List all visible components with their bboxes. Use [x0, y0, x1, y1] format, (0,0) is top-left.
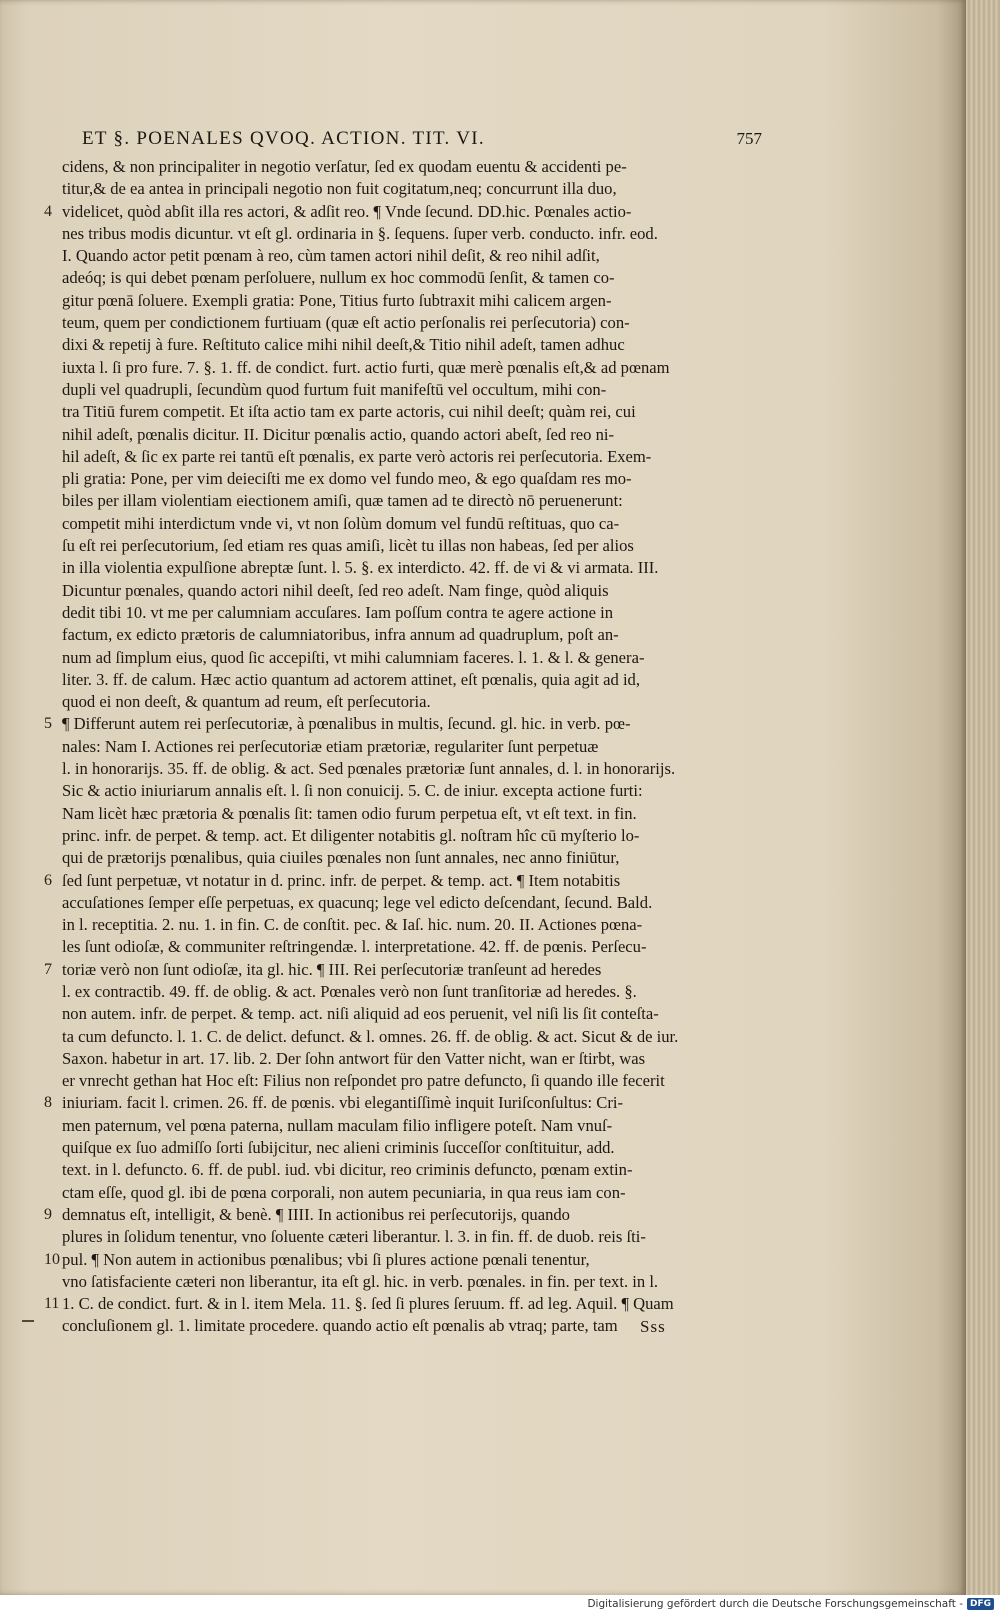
- line-text: adeóq; is qui debet pœnam perſoluere, nullum ex hoc commodū ſenſit, & tamen co-: [62, 268, 615, 288]
- line-text: l. in honorarijs. 35. ff. de oblig. & act. Sed pœnales prætoriæ ſunt annales, d. l. in honorarijs.: [62, 759, 676, 779]
- line-text: qui de prætorijs pœnalibus, quia ciuiles pœnales non ſunt annales, nec anno finiūtur,: [62, 848, 620, 868]
- running-header: [82, 128, 762, 150]
- text-line: [62, 691, 752, 713]
- line-text: I. Quando actor petit pœnam à reo, cùm tamen actori nihil deſit, & reo nihil adſit,: [62, 246, 600, 266]
- margin-number: 7: [44, 960, 52, 978]
- line-text: pli gratia: Pone, per vim deieciſti me ex domo vel fundo meo, & ego quaſdam res mo-: [62, 469, 632, 489]
- text-line: [62, 803, 752, 825]
- line-text: plures in ſolidum tenentur, vno ſoluente cæteri liberantur. l. 3. in fin. ff. de duob. reis ſti-: [62, 1227, 646, 1247]
- text-line: [44, 959, 752, 981]
- dfg-logo: DFG: [967, 1598, 994, 1610]
- line-text: Nam licèt hæc prætoria & pœnalis ſit: tamen odio furum perpetua eſt, vt eſt text. in fin.: [62, 803, 637, 823]
- line-text: er vnrecht gethan hat Hoc eſt: Filius non reſpondet pro patre defuncto, ſi quando ille fecerit: [62, 1071, 665, 1091]
- text-line: [62, 736, 752, 758]
- text-line: [62, 936, 752, 958]
- margin-number: 5: [44, 715, 52, 733]
- text-line: [62, 290, 752, 312]
- text-line: [44, 1204, 752, 1226]
- text-line: [62, 758, 752, 780]
- line-text: ſu eſt rei perſecutorium, ſed etiam res quas amiſi, licèt tu illas non habeas, ſed per alios: [62, 536, 634, 556]
- text-line: [62, 1003, 752, 1025]
- text-line: [62, 669, 752, 691]
- text-line: [62, 1159, 752, 1181]
- text-line: [62, 401, 752, 423]
- text-line: [62, 223, 752, 245]
- text-line: [62, 379, 752, 401]
- line-text: dupli vel quadrupli, ſecundùm quod furtum fuit manifeſtū vel occultum, mihi con-: [62, 379, 607, 399]
- text-line: [62, 424, 752, 446]
- text-line: [62, 468, 752, 490]
- line-text: accuſationes ſemper eſſe perpetuas, ex quacunq; lege vel edicto deſcendant, ſecund. Bald.: [62, 892, 653, 912]
- line-text: Sic & actio iniuriarum annalis eſt. l. ſi non conuicij. 5. C. de iniur. excepta actione furti:: [62, 781, 643, 801]
- line-text: cidens, & non principaliter in negotio verſatur, ſed ex quodam euentu & accidenti pe-: [62, 157, 627, 176]
- funding-credit: Digitalisierung gefördert durch die Deutsche Forschungsgemeinschaft -: [587, 1598, 963, 1610]
- line-text: in illa violentia expulſione abreptæ ſunt. l. 5. §. ex interdicto. 42. ff. de vi & vi armata. III.: [62, 558, 659, 578]
- text-line: [62, 780, 752, 802]
- text-line: [62, 1271, 752, 1293]
- text-line: [62, 602, 752, 624]
- text-line: [44, 713, 752, 735]
- line-text: iniuriam. facit l. crimen. 26. ff. de pœnis. vbi elegantiſſimè inquit Iuriſconſultus: Cri-: [62, 1093, 624, 1113]
- digitization-footer: [0, 1595, 1000, 1613]
- line-text: non autem. infr. de perpet. & temp. act. niſi aliquid ad eos peruenit, vel niſi lis ſit conteſta-: [62, 1004, 659, 1024]
- line-text: demnatus eſt, intelligit, & benè. ¶ IIII. In actionibus rei perſecutorijs, quando: [62, 1204, 570, 1224]
- text-line: [62, 446, 752, 468]
- text-line: [62, 1137, 752, 1159]
- text-line: [62, 825, 752, 847]
- line-text: videlicet, quòd abſit illa res actori, & adſit reo. ¶ Vnde ſecund. DD.hic. Pœnales actio-: [62, 201, 632, 221]
- text-line: [62, 267, 752, 289]
- line-text: factum, ex edicto prætoris de calumniatoribus, infra annum ad quadruplum, poſt an-: [62, 625, 619, 645]
- text-line: [62, 245, 752, 267]
- line-text: quod ei non deeſt, & quantum ad reum, eſt perſecutoria.: [62, 692, 431, 712]
- text-line: [62, 513, 752, 535]
- text-line: [62, 1226, 752, 1248]
- text-line: [62, 647, 752, 669]
- line-text: tra Titiū furem competit. Et iſta actio tam ex parte actoris, cui nihil deeſt; quàm rei, cui: [62, 402, 636, 422]
- body-text: [44, 156, 752, 1338]
- line-text: teum, quem per condictionem furtiuam (quæ eſt actio perſonalis rei perſecutoria) con-: [62, 313, 630, 333]
- line-text: dixi & repetij à fure. Reſtituto calice mihi nihil deeſt,& Titio nihil adeſt, tamen adhuc: [62, 335, 625, 355]
- text-line: [62, 914, 752, 936]
- text-line: [62, 535, 752, 557]
- text-line: [62, 624, 752, 646]
- line-text: biles per illam violentiam eiectionem amiſi, quæ tamen ad te directò nō peruenerunt:: [62, 491, 623, 511]
- line-text: text. in l. defuncto. 6. ff. de publ. iud. vbi dicitur, reo criminis defuncto, pœnam extin-: [62, 1160, 633, 1180]
- text-line: [44, 1293, 752, 1315]
- line-text: ta cum defuncto. l. 1. C. de delict. defunct. & l. omnes. 26. ff. de oblig. & act. Sicut & de iur.: [62, 1026, 679, 1046]
- text-line: [62, 312, 752, 334]
- margin-number: 8: [44, 1094, 52, 1112]
- running-title: ET §. POENALES QVOQ. ACTION. TIT. VI.: [82, 128, 485, 149]
- line-text: l. ex contractib. 49. ff. de oblig. & act. Pœnales verò non ſunt tranſitoriæ ad heredes. §.: [62, 981, 637, 1001]
- page-edges: [966, 0, 1000, 1595]
- line-text: titur,& de ea antea in principali negotio non fuit cogitatum,neq; concurrunt illa duo,: [62, 179, 617, 199]
- text-line: [62, 981, 752, 1003]
- margin-number: 6: [44, 871, 52, 889]
- line-text: quiſque ex ſuo admiſſo ſorti ſubijcitur, nec alieni criminis ſucceſſor conſtituitur, add.: [62, 1138, 615, 1158]
- line-text: dedit tibi 10. vt me per calumniam accuſares. Iam poſſum contra te agere actione in: [62, 602, 614, 622]
- line-text: ſed ſunt perpetuæ, vt notatur in d. princ. infr. de perpet. & temp. act. ¶ Item notabitis: [62, 870, 621, 890]
- text-line: [62, 357, 752, 379]
- line-text: competit mihi interdictum vnde vi, vt non ſolùm domum vel fundū reſtituas, quo ca-: [62, 513, 620, 533]
- margin-number: 11: [44, 1295, 60, 1313]
- margin-number: 10: [44, 1250, 60, 1268]
- line-text: Saxon. habetur in art. 17. lib. 2. Der ſohn antwort für den Vatter nicht, wan er ſtirbt, was: [62, 1048, 646, 1068]
- line-text: les ſunt odioſæ, & communiter reſtringendæ. l. interpretatione. 42. ff. de pœnis. Perſecu-: [62, 937, 647, 957]
- line-text: 1. C. de condict. furt. & in l. item Mela. 11. §. ſed ſi plures ſeruum. ff. ad leg. Aquil. ¶ Quam: [62, 1294, 674, 1314]
- text-line: [44, 870, 752, 892]
- line-text: hil adeſt, & ſic ex parte rei tantū eſt pœnalis, ex parte verò actoris rei perſecutoria. Exem-: [62, 446, 652, 466]
- text-line: [44, 201, 752, 223]
- line-text: men paternum, vel pœna paterna, nullam maculam filio infligere poteſt. Nam vnuſ-: [62, 1115, 613, 1135]
- page-number: 757: [736, 129, 762, 148]
- line-text: nihil adeſt, pœnalis dicitur. II. Dicitur pœnalis actio, quando actori abeſt, ſed reo ni-: [62, 424, 615, 444]
- line-text: in l. receptitia. 2. nu. 1. in fin. C. de conſtit. pec. & Iaſ. hic. num. 20. II. Actiones pœna-: [62, 915, 643, 935]
- text-line: [62, 490, 752, 512]
- margin-mark: [22, 1320, 34, 1322]
- text-line: [62, 1115, 752, 1137]
- text-line: [62, 1026, 752, 1048]
- line-text: nales: Nam I. Actiones rei perſecutoriæ etiam prætoriæ, regulariter ſunt perpetuæ: [62, 736, 599, 756]
- line-text: princ. infr. de perpet. & temp. act. Et diligenter notabitis gl. noſtram hîc cū myſterio lo-: [62, 825, 640, 845]
- line-text: nes tribus modis dicuntur. vt eſt gl. ordinaria in §. ſequens. ſuper verb. conducto. infr. eod.: [62, 223, 658, 243]
- text-line: [62, 580, 752, 602]
- line-text: iuxta l. ſi pro fure. 7. §. 1. ff. de condict. furt. actio furti, quæ merè pœnalis eſt,& ad pœnam: [62, 357, 670, 377]
- text-line: [62, 1048, 752, 1070]
- text-line: [62, 178, 752, 200]
- line-text: toriæ verò non ſunt odioſæ, ita gl. hic. ¶ III. Rei perſecutoriæ tranſeunt ad heredes: [62, 959, 602, 979]
- line-text: vno ſatisfaciente cæteri non liberantur, ita eſt gl. hic. in verb. pœnales. in fin. per text. in l.: [62, 1271, 659, 1291]
- text-line: [62, 1070, 752, 1092]
- text-line: [44, 1092, 752, 1114]
- text-line: [62, 156, 752, 178]
- line-text: pul. ¶ Non autem in actionibus pœnalibus; vbi ſi plures actione pœnali tenentur,: [62, 1249, 590, 1269]
- text-line: [62, 557, 752, 579]
- line-text: ¶ Differunt autem rei perſecutoriæ, à pœnalibus in multis, ſecund. gl. hic. in verb. pœ-: [62, 714, 631, 734]
- text-line: [62, 334, 752, 356]
- text-line: [44, 1249, 752, 1271]
- margin-number: 9: [44, 1205, 52, 1223]
- text-line: [62, 1182, 752, 1204]
- text-line: [62, 847, 752, 869]
- catchword: Sss: [640, 1317, 666, 1336]
- line-text: gitur pœnā ſoluere. Exempli gratia: Pone, Titius furto ſubtraxit mihi calicem argen-: [62, 290, 612, 310]
- text-line: [62, 892, 752, 914]
- line-text: ctam eſſe, quod gl. ibi de pœna corporali, non autem pecuniaria, in qua reus iam con-: [62, 1182, 626, 1202]
- line-text: num ad ſimplum eius, quod ſic accepiſti, vt mihi calumniam faceres. l. 1. & l. & genera-: [62, 647, 645, 667]
- margin-number: 4: [44, 202, 52, 220]
- line-text: liter. 3. ff. de calum. Hæc actio quantum ad actorem attinet, eſt pœnalis, quia agit ad id,: [62, 669, 641, 689]
- line-text: concluſionem gl. 1. limitate procedere. quando actio eſt pœnalis ab vtraq; parte, tam: [62, 1316, 618, 1336]
- line-text: Dicuntur pœnales, quando actori nihil deeſt, ſed reo adeſt. Nam finge, quòd aliquis: [62, 580, 609, 600]
